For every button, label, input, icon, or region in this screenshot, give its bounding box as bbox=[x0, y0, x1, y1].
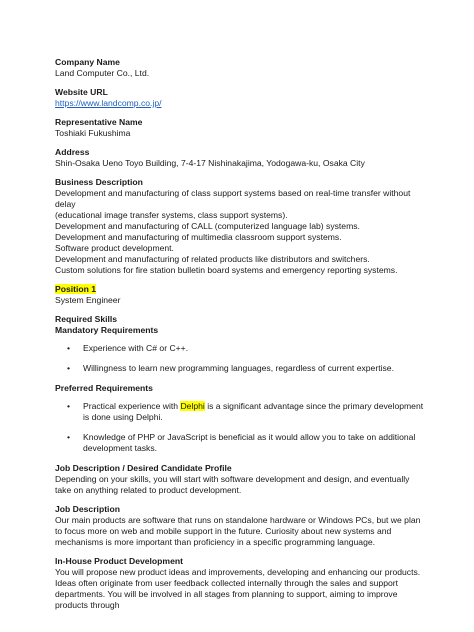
company-name-label: Company Name bbox=[55, 57, 120, 67]
address-label: Address bbox=[55, 147, 90, 157]
website-section bbox=[55, 87, 425, 109]
job-profile-label: Job Description / Desired Candidate Profile bbox=[55, 463, 232, 473]
website-url-link[interactable]: https://www.landcomp.co.jp/ bbox=[55, 98, 162, 108]
required-skills-label: Required Skills bbox=[55, 314, 118, 324]
representative-value: Toshiaki Fukushima bbox=[55, 128, 131, 138]
list-item: • Knowledge of PHP or JavaScript is beneficial as it would allow you to take on additional development tasks. bbox=[55, 432, 425, 454]
position-title: System Engineer bbox=[55, 295, 121, 305]
in-house-label: In-House Product Development bbox=[55, 556, 183, 566]
mandatory-requirements-label: Mandatory Requirements bbox=[55, 325, 159, 335]
position-section bbox=[55, 284, 425, 306]
preferred-text: is a significant advantage since the primary development is done using Delphi. bbox=[83, 401, 424, 422]
preferred-list bbox=[55, 401, 425, 454]
business-line: Development and manufacturing of class support systems based on real-time transfer without delay bbox=[55, 188, 411, 209]
in-house-section bbox=[55, 556, 425, 611]
business-line: (educational image transfer systems, class support systems). bbox=[55, 210, 288, 220]
list-item bbox=[55, 401, 425, 423]
job-description-section bbox=[55, 504, 425, 548]
mandatory-list bbox=[55, 343, 425, 374]
business-section bbox=[55, 177, 425, 276]
job-profile-section bbox=[55, 463, 425, 496]
company-section bbox=[55, 57, 425, 79]
in-house-text: You will propose new product ideas and improvements, developing and enhancing our products. Ideas often originate from user feedback collected internally through the sales and support departments. You will be involved in all stages from planning to support, aiming to improve products through bbox=[55, 567, 421, 610]
business-line: Development and manufacturing of multimedia classroom support systems. bbox=[55, 232, 342, 242]
required-skills-section bbox=[55, 314, 425, 454]
job-description-text: Our main products are software that runs on standalone hardware or Windows PCs, but we plan to focus more on web and mobile support in the future. Curiosity about new systems and mechanisms is more important than proficiency in a specific programming language. bbox=[55, 515, 421, 547]
document-body bbox=[55, 57, 425, 619]
job-profile-text: Depending on your skills, you will start with software development and design, and eventually take on anything related to product development. bbox=[55, 474, 410, 495]
business-line: Development and manufacturing of CALL (computerized language lab) systems. bbox=[55, 221, 360, 231]
website-url-label: Website URL bbox=[55, 87, 108, 97]
delphi-highlight: Delphi bbox=[180, 401, 205, 411]
business-line: Development and manufacturing of related products like distributors and switchers. bbox=[55, 254, 370, 264]
representative-section bbox=[55, 117, 425, 139]
business-line: Software product development. bbox=[55, 243, 174, 253]
position-label: Position 1 bbox=[55, 284, 97, 294]
job-description-label: Job Description bbox=[55, 504, 120, 514]
list-item: • Experience with C# or C++. bbox=[55, 343, 425, 354]
business-description-label: Business Description bbox=[55, 177, 143, 187]
representative-label: Representative Name bbox=[55, 117, 143, 127]
address-section bbox=[55, 147, 425, 169]
list-item: • Willingness to learn new programming languages, regardless of current expertise. bbox=[55, 363, 425, 374]
preferred-requirements-label: Preferred Requirements bbox=[55, 383, 153, 393]
company-name-value: Land Computer Co., Ltd. bbox=[55, 68, 150, 78]
preferred-text: Practical experience with bbox=[83, 401, 181, 411]
address-value: Shin-Osaka Ueno Toyo Building, 7-4-17 Nishinakajima, Yodogawa-ku, Osaka City bbox=[55, 158, 365, 168]
business-line: Custom solutions for fire station bulletin board systems and emergency reporting systems. bbox=[55, 265, 398, 275]
